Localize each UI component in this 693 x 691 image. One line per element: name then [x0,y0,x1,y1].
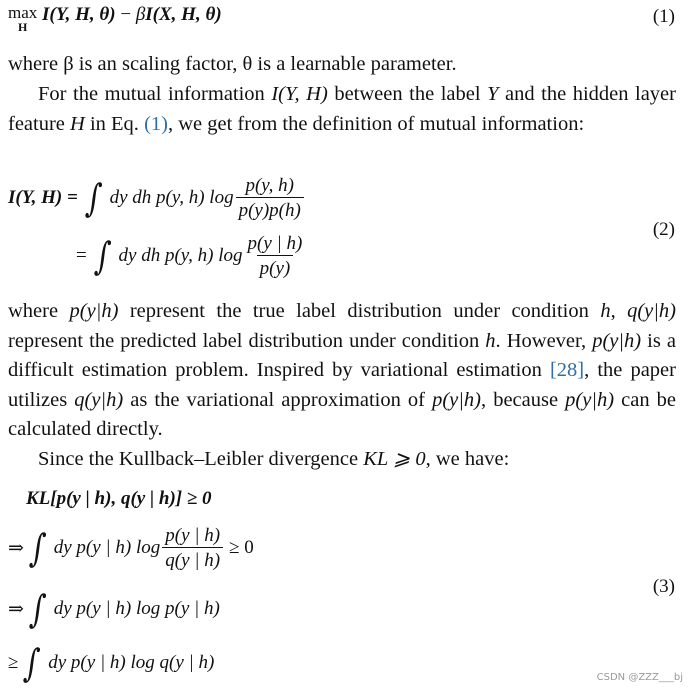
paragraph-3: where p(y|h) represent the true label distribution under condition h, q(y|h) represent the predicted label distribution under condition h. However, p(y|h) is a difficult estimation problem. Inspired by variational estimation [28], the paper utilizes q(y|h) as the variational approximation of p(y|h), because p(y|h) can be calculated directly. [8,300,677,440]
implies-arrow: ⇒ [8,598,24,620]
eq3-integrand-1: dy p(y | h) log [53,537,161,558]
equation-1-number: (1) [652,6,675,27]
eq2-lhs: I(Y, H) = [8,187,78,208]
integral-sign: ∫ [92,234,113,278]
kl-condition: KL ⩾ 0 [363,448,426,470]
equation-2-line-2 [76,234,307,278]
max-subscript: H [17,20,28,34]
paragraph-2: For the mutual information I(Y, H) between the label Y and the hidden layer feature H in Eq. (1), we get from the definition of mutual information: [8,83,676,135]
kl-divergence: KL[p(y | h), q(y | h)] ≥ 0 [26,488,212,509]
integral-sign: ∫ [28,526,48,570]
eq3-ge-zero: ≥ 0 [229,537,254,558]
eq1-lhs: I(Y, H, θ) [42,4,116,25]
eq2-fraction-2: $\frac{p(y | h)}{p(y)}$ [247,233,303,279]
equation-3-number: (3) [652,576,675,597]
mutual-information-term: I(Y, H) [271,83,328,105]
eq2-equals: = [76,245,87,266]
eq2-integrand-1: dy dh p(y, h) log [109,187,234,208]
implies-arrow: ⇒ [8,537,24,559]
eq3-fraction: $\frac{p(y | h)}{q(y | h)}$ [162,526,223,570]
equation-3-line-4 [8,641,215,685]
ge-sign: ≥ [8,652,19,673]
equation-3-line-1 [26,488,212,510]
integral-sign: ∫ [22,641,43,685]
eq2-integrand-2: dy dh p(y, h) log [118,245,243,266]
integral-sign: ∫ [28,587,48,631]
equation-2-line-1 [8,176,306,220]
equation-3-line-2 [8,526,254,570]
equation-2-number: (2) [652,219,675,240]
paragraph-1: where β is an scaling factor, θ is a learnable parameter. [8,53,457,75]
paragraph-4: Since the Kullback–Leibler divergence KL ⩾ 0, we have: [38,448,510,470]
watermark: CSDN @ZZZ___bj [596,672,683,683]
max-operator: max [8,3,38,22]
citation-link[interactable]: [28] [549,359,585,381]
eq1-minus: − [120,4,132,25]
equation-3-line-3 [8,587,220,631]
eq3-integrand-2: dy p(y | h) log p(y | h) [53,598,220,619]
eq1-rhs: I(X, H, θ) [145,4,222,25]
equation-1 [8,4,222,33]
eq2-fraction-1: $\frac{p(y, h)}{p(y)p(h)}$ [236,176,304,220]
integral-sign: ∫ [83,176,104,220]
equation-reference-link[interactable]: (1) [144,112,168,135]
eq1-beta: β [135,4,146,25]
eq3-integrand-3: dy p(y | h) log q(y | h) [48,652,215,673]
